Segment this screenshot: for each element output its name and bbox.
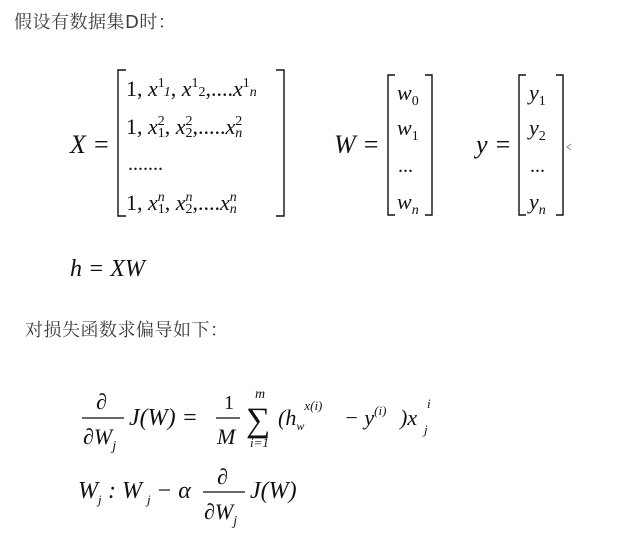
grad-one: 1 (224, 392, 234, 414)
upd-Wj: $W_j$ (78, 478, 102, 507)
x-matrix-row-3: ....... (128, 153, 163, 175)
w-matrix-left-bracket (388, 75, 395, 215)
update-equation (78, 464, 297, 529)
cursor-mark (567, 144, 571, 150)
y-matrix-left-bracket (519, 75, 526, 215)
y-matrix-right-bracket (556, 75, 563, 215)
gradient-equation (82, 387, 431, 454)
y-entry-n: $y_n$ (529, 189, 546, 218)
x-matrix-lhs: X = (70, 130, 110, 159)
x-matrix-right-bracket (276, 70, 284, 216)
x-matrix-row-2 (126, 114, 242, 141)
grad-sum-bottom: i=1 (250, 435, 269, 450)
y-entry-1: $y_1$ (529, 80, 546, 109)
upd-colon-W: : W (108, 478, 142, 504)
grad-sum: ∑ (246, 402, 271, 439)
svg-text:1, x11, x12,....x1n: 1, $x^11$, $x^1_2,....x^1_n$ (126, 76, 257, 101)
w-entry-1: $w_1$ (397, 115, 419, 144)
upd-partial-den: $\partial W_j$ (204, 499, 238, 529)
svg-text:1, x21, x22,.....x2n: 1, $x^2$ 1, $x^2$ $2,.....x^2$ n (126, 114, 243, 141)
grad-partial-den: $\partial W_j$ (83, 424, 117, 454)
upd-JW: J(W) (250, 478, 297, 504)
intro-text: 假设有数据集D时： (14, 12, 177, 33)
grad-x: )x (400, 405, 418, 430)
grad-sub-j: j (424, 422, 428, 437)
grad-M: M (217, 424, 236, 449)
x-matrix-row-4 (126, 190, 237, 217)
x-matrix-left-bracket (118, 70, 126, 216)
grad-sum-top: m (255, 387, 266, 402)
w-entry-n: $w_n$ (397, 189, 419, 218)
upd-j2: j (147, 492, 151, 507)
derivative-text: 对损失函数求偏导如下： (25, 320, 229, 341)
upd-partial-num: ∂ (217, 464, 228, 489)
svg-text:1, xn1, xn2,....xnn: 1, $x^n$ 1, $x^n$ $2,....x^n$ n (126, 190, 237, 217)
grad-sup-i: i (427, 396, 431, 411)
y-entry-2: $y_2$ (529, 115, 546, 144)
w-matrix-lhs: W = (334, 130, 380, 159)
x-matrix-row-1 (126, 76, 257, 101)
upd-minus-alpha: − α (156, 478, 191, 504)
y-entry-dots: ... (530, 155, 545, 177)
w-entry-dots: ... (398, 155, 413, 177)
grad-J: J(W) = (129, 405, 198, 431)
grad-h: ($h_w^{x(i)}$ (278, 398, 323, 433)
grad-minus-y: − $y^{(i)}$ (344, 403, 387, 430)
w-entry-0: $w_0$ (397, 80, 419, 109)
w-matrix-right-bracket (425, 75, 432, 215)
h-equation: h = XW (70, 256, 145, 282)
grad-partial-num: ∂ (96, 389, 107, 414)
y-matrix-lhs: y = (476, 130, 512, 159)
